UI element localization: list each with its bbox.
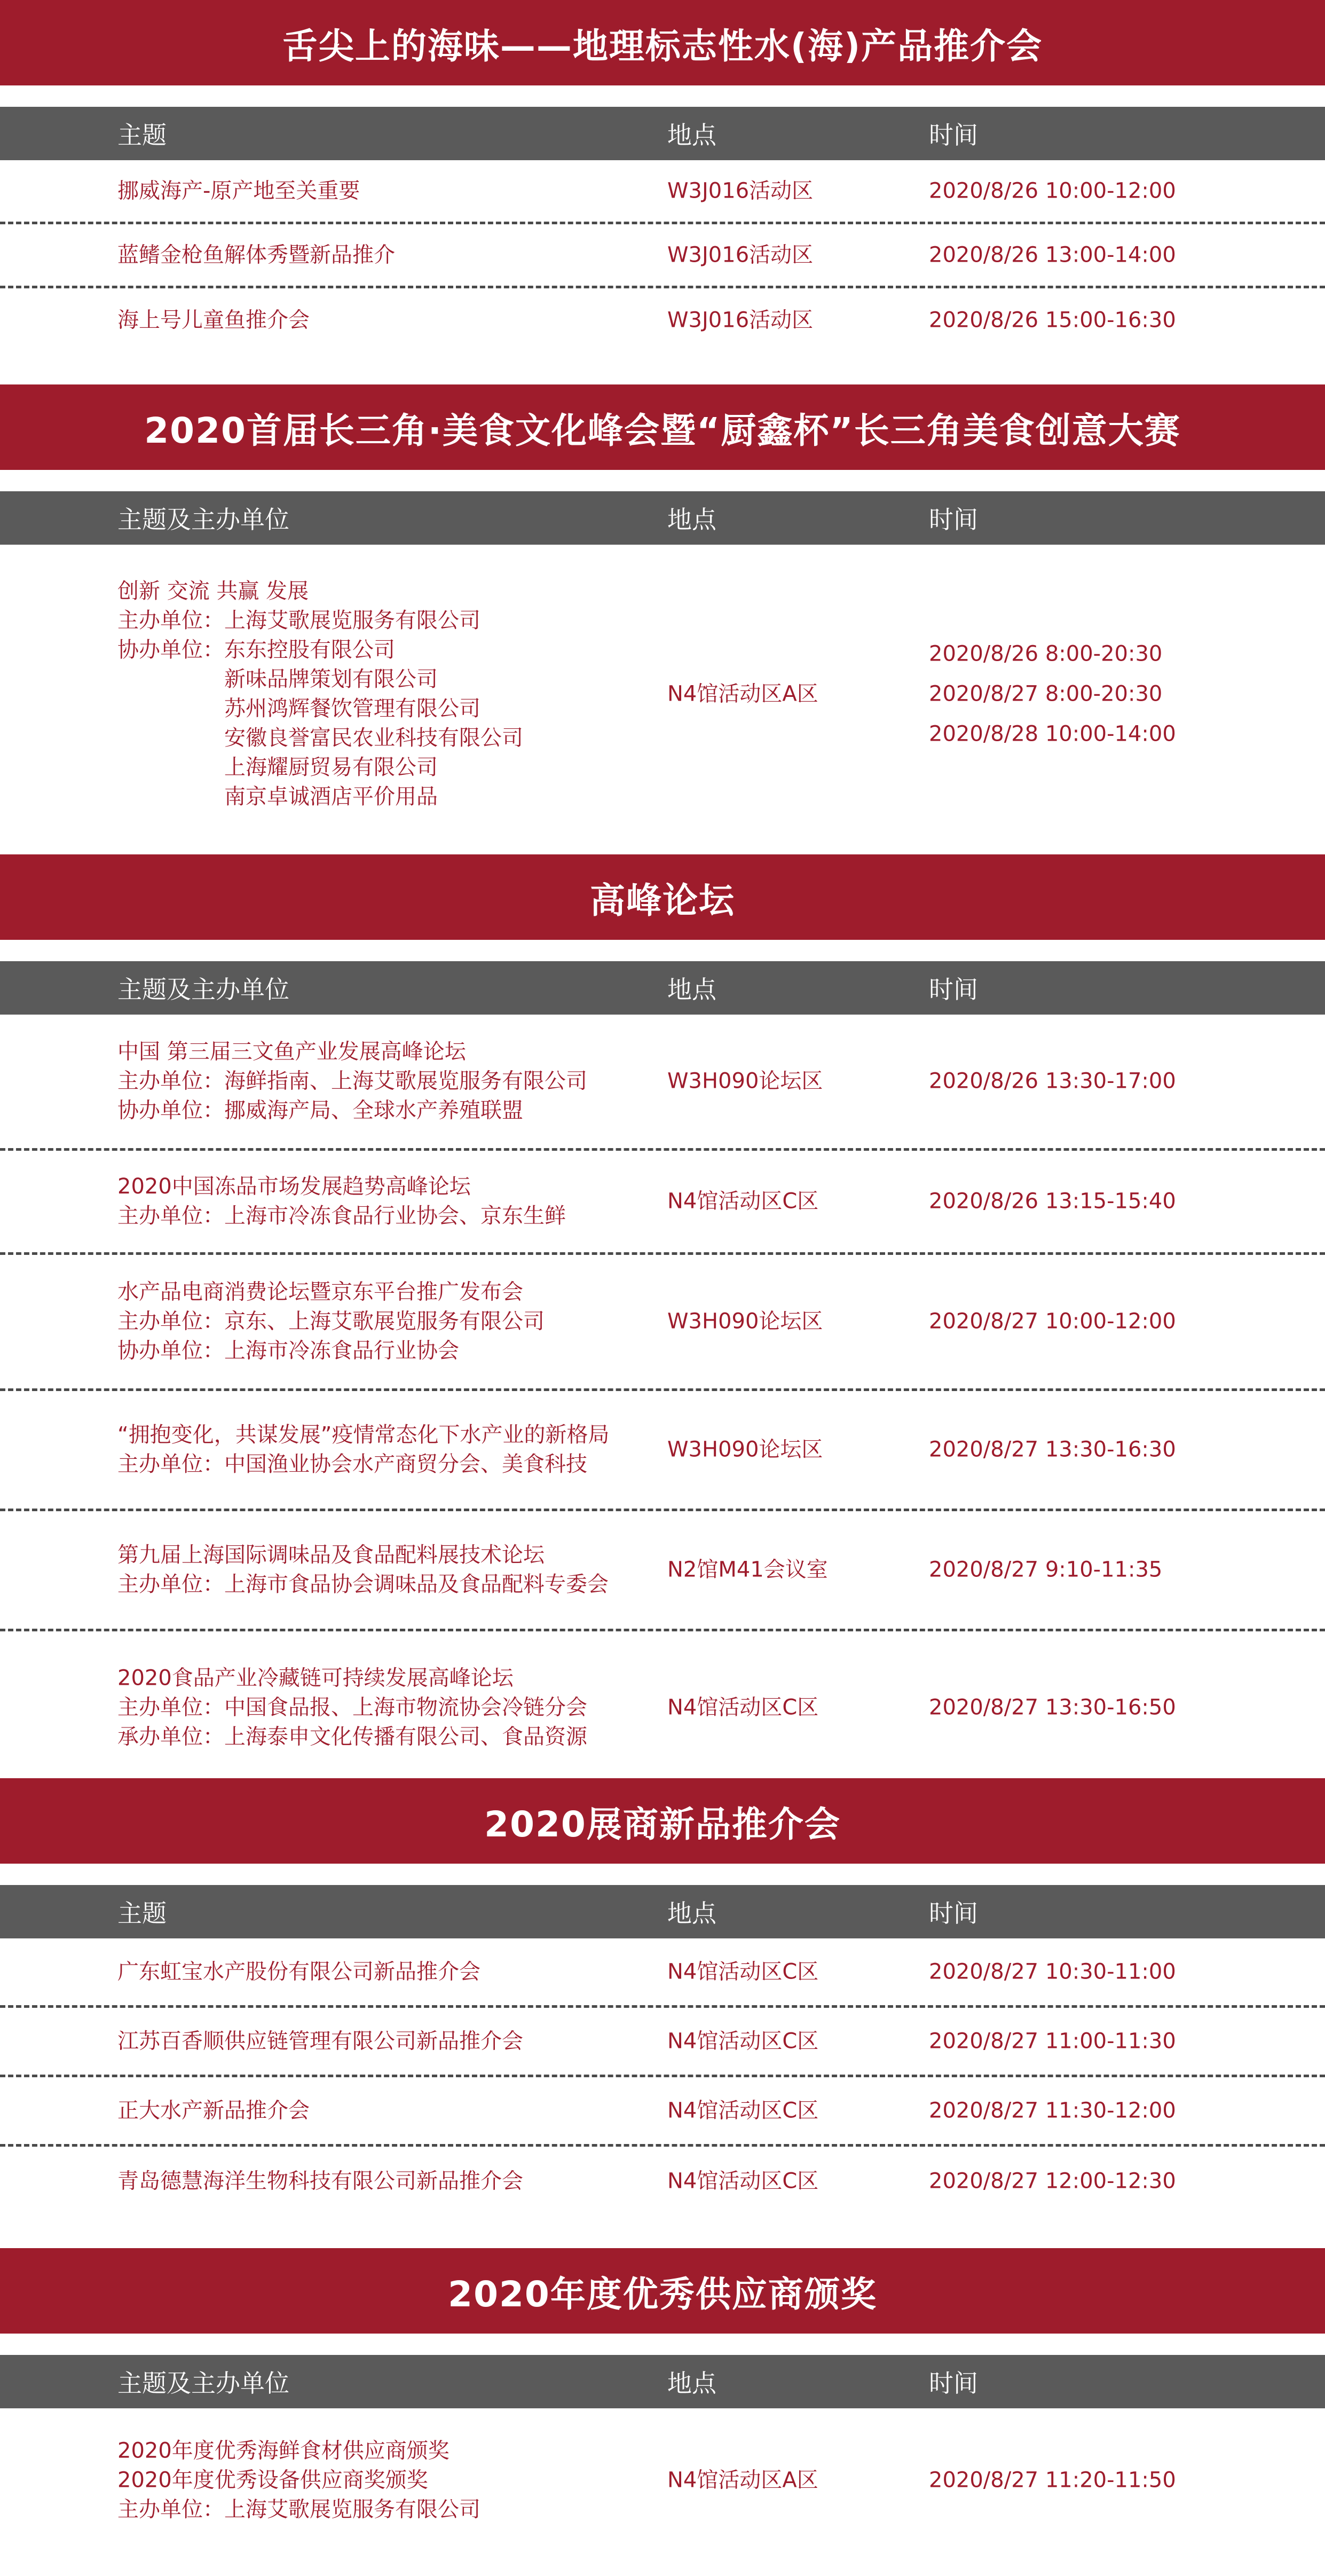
topic-line: 水产品电商消费论坛暨京东平台推广发布会 <box>117 1279 523 1305</box>
row-time: 2020/8/28 10:00-14:00 <box>929 721 1176 747</box>
table-header <box>0 2355 1325 2408</box>
header-topic: 主题及主办单位 <box>117 2369 289 2398</box>
co-line: 承办单位：上海泰申文化传播有限公司、食品资源 <box>117 1724 587 1749</box>
table-row <box>0 1511 1325 1631</box>
section-banner: 2020首届长三角·美食文化峰会暨“厨鑫杯”长三角美食创意大赛 <box>0 384 1325 470</box>
header-topic: 主题及主办单位 <box>117 505 289 534</box>
table-row <box>0 1255 1325 1391</box>
host-line: 主办单位：上海市冷冻食品行业协会、京东生鲜 <box>117 1204 566 1228</box>
topic-line: 第九届上海国际调味品及食品配料展技术论坛 <box>117 1543 545 1567</box>
row-time: 2020/8/26 13:30-17:00 <box>929 1069 1176 1094</box>
host-line: 主办单位：上海市食品协会调味品及食品配料专委会 <box>117 1572 609 1597</box>
row-time: 2020/8/27 9:10-11:35 <box>929 1557 1163 1582</box>
row-location: N4馆活动区C区 <box>667 2169 819 2194</box>
row-topic <box>117 1663 587 1752</box>
header-topic: 主题 <box>117 121 167 150</box>
header-location: 地点 <box>667 1899 716 1928</box>
row-topic <box>117 2437 480 2525</box>
row-topic: 挪威海产-原产地至关重要 <box>117 178 360 203</box>
header-location: 地点 <box>667 975 716 1004</box>
topic-line: 2020中国冻品市场发展趋势高峰论坛 <box>117 1174 471 1199</box>
row-location: W3J016活动区 <box>667 308 814 333</box>
co-organizer-label: 协办单位： <box>117 638 224 662</box>
row-time: 2020/8/26 13:15-15:40 <box>929 1189 1176 1214</box>
row-topic <box>117 1172 566 1231</box>
section-seafood-promotion <box>0 0 1325 352</box>
table-row <box>0 2147 1325 2216</box>
row-topic: 蓝鳍金枪鱼解体秀暨新品推介 <box>117 242 395 267</box>
section-banner: 2020年度优秀供应商颁奖 <box>0 2248 1325 2334</box>
topic-line: 2020年度优秀海鲜食材供应商颁奖 <box>117 2438 449 2463</box>
row-topic: 青岛德慧海洋生物科技有限公司新品推介会 <box>117 2169 523 2194</box>
row-location: W3H090论坛区 <box>667 1309 823 1334</box>
row-topic <box>117 1278 545 1366</box>
topic-line: 创新 交流 共赢 发展 <box>117 579 309 603</box>
table-row <box>0 2408 1325 2553</box>
row-location: N4馆活动区A区 <box>667 2468 818 2493</box>
table-row <box>0 1631 1325 1784</box>
co-organizer: 安徽良誉富民农业科技有限公司 <box>224 726 523 750</box>
table-header <box>0 961 1325 1015</box>
row-time: 2020/8/27 11:30-12:00 <box>929 2098 1176 2123</box>
row-topic <box>117 1541 609 1599</box>
row-topic: 江苏百香顺供应链管理有限公司新品推介会 <box>117 2029 523 2053</box>
host-line: 主办单位：京东、上海艾歌展览服务有限公司 <box>117 1309 545 1334</box>
header-time: 时间 <box>929 975 978 1004</box>
header-time: 时间 <box>929 505 978 534</box>
row-time: 2020/8/27 8:00-20:30 <box>929 681 1163 706</box>
section-summit-forum <box>0 854 1325 1784</box>
co-organizers <box>117 635 523 812</box>
row-time: 2020/8/26 13:00-14:00 <box>929 242 1176 267</box>
host-line: 主办单位：海鲜指南、上海艾歌展览服务有限公司 <box>117 1069 587 1094</box>
row-time: 2020/8/26 8:00-20:30 <box>929 641 1163 666</box>
host-line: 主办单位：上海艾歌展览服务有限公司 <box>117 2497 480 2522</box>
table-row <box>0 2008 1325 2077</box>
row-location: N4馆活动区C区 <box>667 1695 819 1719</box>
section-exhibitor-launch <box>0 1778 1325 2216</box>
row-topic: 广东虹宝水产股份有限公司新品推介会 <box>117 1959 480 1984</box>
section-banner: 2020展商新品推介会 <box>0 1778 1325 1864</box>
row-time: 2020/8/27 13:30-16:50 <box>929 1695 1176 1719</box>
row-time: 2020/8/27 11:00-11:30 <box>929 2029 1176 2053</box>
table-row <box>0 2077 1325 2147</box>
topic-line: “拥抱变化，共谋发展”疫情常态化下水产业的新格局 <box>117 1423 610 1447</box>
row-location: N4馆活动区C区 <box>667 1959 819 1984</box>
section-banner: 高峰论坛 <box>0 854 1325 940</box>
row-location: W3J016活动区 <box>667 178 814 203</box>
host-line: 主办单位：中国食品报、上海市物流协会冷链分会 <box>117 1695 587 1719</box>
row-time: 2020/8/26 15:00-16:30 <box>929 308 1176 333</box>
header-time: 时间 <box>929 121 978 150</box>
row-topic <box>117 1038 587 1126</box>
row-time: 2020/8/27 10:00-12:00 <box>929 1309 1176 1334</box>
table-header <box>0 107 1325 160</box>
row-topic: 正大水产新品推介会 <box>117 2098 310 2123</box>
row-topic: 海上号儿童鱼推介会 <box>117 308 310 333</box>
co-organizer-list <box>224 635 523 812</box>
topic-line: 中国 第三届三文鱼产业发展高峰论坛 <box>117 1039 466 1064</box>
co-line: 协办单位：挪威海产局、全球水产养殖联盟 <box>117 1098 523 1123</box>
topic-line: 2020食品产业冷藏链可持续发展高峰论坛 <box>117 1666 514 1690</box>
host-line: 主办单位：上海艾歌展览服务有限公司 <box>117 608 480 633</box>
table-row <box>0 288 1325 352</box>
section-supplier-awards <box>0 2248 1325 2553</box>
row-time: 2020/8/27 13:30-16:30 <box>929 1437 1176 1462</box>
row-location: N4馆活动区C区 <box>667 1189 819 1214</box>
row-topic <box>117 1420 609 1479</box>
row-location: N4馆活动区A区 <box>667 681 818 706</box>
row-time: 2020/8/26 10:00-12:00 <box>929 178 1176 203</box>
co-line: 协办单位：上海市冷冻食品行业协会 <box>117 1338 459 1363</box>
co-organizer: 南京卓诚酒店平价用品 <box>224 784 438 809</box>
header-time: 时间 <box>929 1899 978 1928</box>
table-row <box>0 1015 1325 1151</box>
row-time: 2020/8/27 11:20-11:50 <box>929 2468 1176 2493</box>
table-row <box>0 224 1325 288</box>
table-row <box>0 545 1325 844</box>
header-topic: 主题及主办单位 <box>117 975 289 1004</box>
co-organizer: 苏州鸿辉餐饮管理有限公司 <box>224 696 480 721</box>
row-times <box>929 634 1176 755</box>
row-location: W3H090论坛区 <box>667 1069 823 1094</box>
header-topic: 主题 <box>117 1899 167 1928</box>
row-location: N2馆M41会议室 <box>667 1557 828 1582</box>
table-row <box>0 1151 1325 1255</box>
header-time: 时间 <box>929 2369 978 2398</box>
header-location: 地点 <box>667 121 716 150</box>
row-time: 2020/8/27 12:00-12:30 <box>929 2169 1176 2194</box>
table-row <box>0 1938 1325 2008</box>
co-organizer: 上海耀厨贸易有限公司 <box>224 755 438 780</box>
table-header <box>0 491 1325 545</box>
header-location: 地点 <box>667 505 716 534</box>
table-row <box>0 160 1325 224</box>
co-organizer: 新味品牌策划有限公司 <box>224 667 438 692</box>
row-location: N4馆活动区C区 <box>667 2098 819 2123</box>
table-header <box>0 1885 1325 1938</box>
section-food-culture-summit <box>0 384 1325 844</box>
row-time: 2020/8/27 10:30-11:00 <box>929 1959 1176 1984</box>
row-topic <box>117 577 523 812</box>
row-location: W3H090论坛区 <box>667 1437 823 1462</box>
section-banner: 舌尖上的海味——地理标志性水(海)产品推介会 <box>0 0 1325 85</box>
row-location: N4馆活动区C区 <box>667 2029 819 2053</box>
header-location: 地点 <box>667 2369 716 2398</box>
host-line: 主办单位：中国渔业协会水产商贸分会、美食科技 <box>117 1452 587 1477</box>
table-row <box>0 1391 1325 1511</box>
topic-line: 2020年度优秀设备供应商奖颁奖 <box>117 2468 428 2493</box>
row-location: W3J016活动区 <box>667 242 814 267</box>
co-organizer: 东东控股有限公司 <box>224 638 395 662</box>
